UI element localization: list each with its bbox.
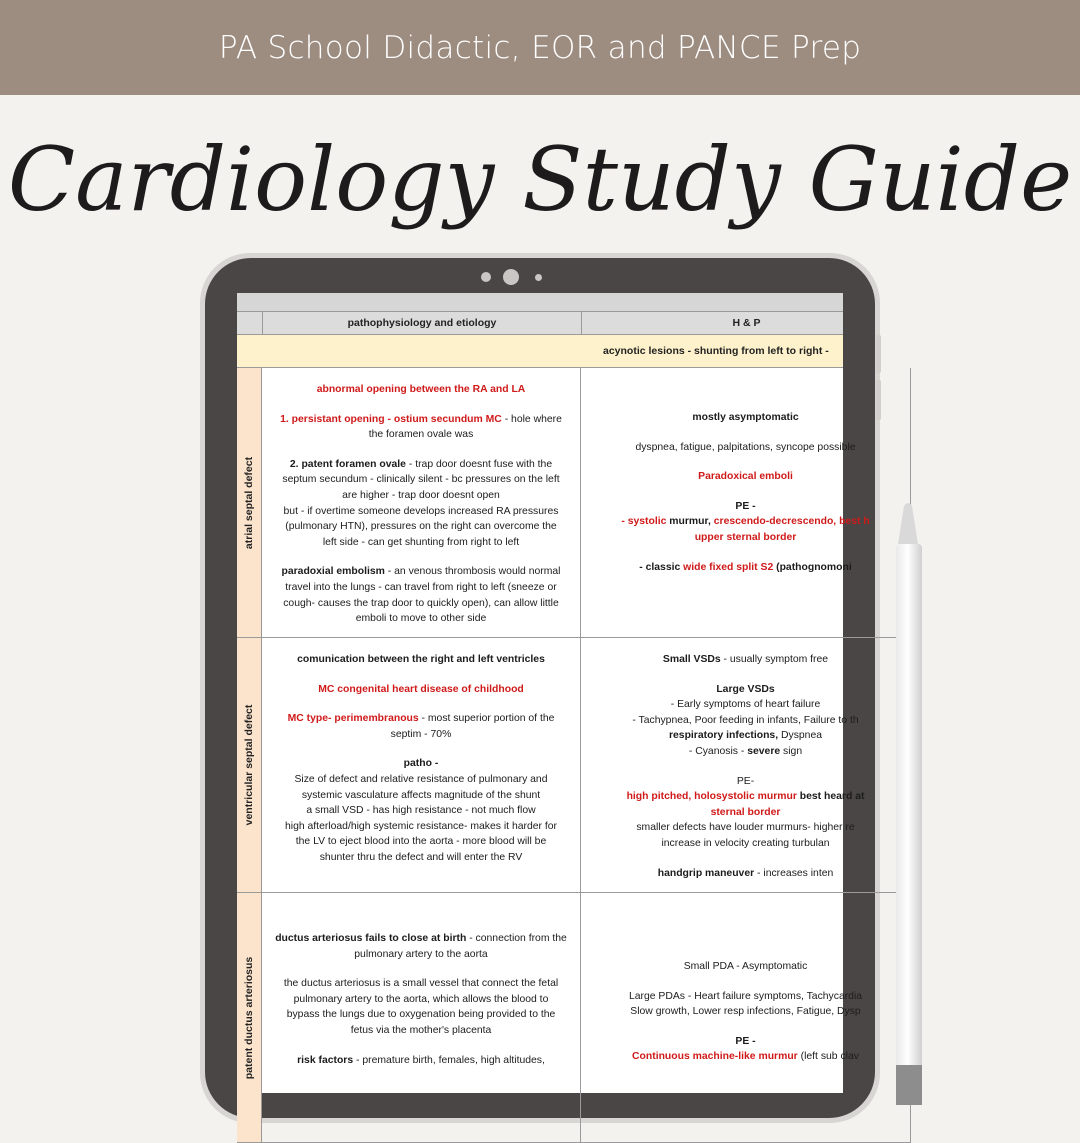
cell-line <box>266 727 576 743</box>
cell-line <box>585 774 906 790</box>
text-run: smaller defects have louder murmurs- higher re <box>636 822 855 834</box>
cell-line <box>266 519 576 535</box>
heading-title: Cardiology Study Guide <box>7 128 1073 231</box>
text-run: Large PDAs - Heart failure symptoms, Tachycardia <box>628 990 863 1002</box>
cell-line <box>266 457 576 473</box>
cell-line <box>585 455 906 469</box>
text-run: the ductus arteriosus is a small vessel that connect the fetal <box>283 978 559 990</box>
section-row <box>237 335 843 368</box>
cell-line <box>585 485 906 499</box>
cell-line <box>585 931 906 945</box>
text-run: - Cyanosis - <box>688 745 748 757</box>
text-run: - <box>621 516 628 528</box>
cell-line <box>585 975 906 989</box>
cell-line <box>585 805 906 821</box>
cell-line <box>585 499 906 515</box>
cell-line <box>266 772 576 788</box>
cell-line <box>585 514 906 530</box>
text-run: are higher - trap door doesnt open <box>342 489 500 501</box>
cell-line <box>266 850 576 866</box>
cell-hp-vsd <box>581 638 911 893</box>
cell-line <box>266 711 576 727</box>
row-label-text: patent ductus arteriosus <box>243 956 255 1079</box>
text-run: - trap door doesnt fuse with the <box>405 458 553 470</box>
top-banner <box>0 0 1080 95</box>
cell-line <box>266 834 576 850</box>
cell-line <box>585 382 906 396</box>
text-run: - increases inten <box>754 867 834 879</box>
text-run: 2. patent foramen ovale <box>289 458 406 470</box>
text-run: paradoxial embolism <box>281 566 385 578</box>
text-run: systolic <box>627 516 667 528</box>
cell-line <box>266 1039 576 1053</box>
text-run: fetus via the mother's placenta <box>350 1024 492 1036</box>
text-run: risk factors <box>297 1054 354 1066</box>
section-title: acynotic lesions - shunting from left to right - <box>603 345 829 357</box>
text-run: - an venous thrombosis would normal <box>384 566 561 578</box>
text-run: ductus arteriosus fails to close at birth <box>275 933 467 944</box>
cell-line <box>266 596 576 612</box>
cell-line <box>266 1053 576 1069</box>
cell-line <box>585 989 906 1005</box>
row-label-pda <box>237 893 262 1143</box>
text-run: Size of defect and relative resistance of pulmonary and <box>294 773 548 785</box>
text-run: high afterload/high systemic resistance- makes it harder for <box>284 820 557 832</box>
text-run: PE - <box>735 1035 756 1047</box>
text-run: left side - can get shunting from right to left <box>322 536 520 548</box>
cell-line <box>266 504 576 520</box>
cell-line <box>266 443 576 457</box>
cell-line <box>585 789 906 805</box>
cell-line <box>585 469 906 485</box>
cell-line <box>585 1004 906 1020</box>
cell-line <box>266 668 576 682</box>
cell-line <box>585 546 906 560</box>
text-run: Continuous machine-like murmur <box>632 1051 798 1063</box>
text-run: Large VSDs <box>716 683 775 695</box>
tablet-screen <box>237 293 870 1093</box>
text-run: respiratory infections, <box>668 730 779 742</box>
cell-line <box>585 713 906 729</box>
cell-line <box>266 1007 576 1023</box>
text-run: the foramen ovale was <box>368 429 474 441</box>
screen-toolbar <box>237 293 843 311</box>
header-hp: H & P <box>581 312 911 334</box>
cell-line <box>585 530 906 546</box>
cell-line <box>266 427 576 443</box>
cell-line <box>585 682 906 698</box>
header-patho: pathophysiology and etiology <box>262 312 581 334</box>
cell-line <box>266 756 576 772</box>
text-run: septum secundum - clinically silent - bc pressures on the left <box>282 474 560 486</box>
cell-line <box>266 976 576 992</box>
cell-line <box>266 962 576 976</box>
text-run: - hole where <box>501 413 562 425</box>
cell-line <box>585 668 906 682</box>
text-run: (pulmonary HTN), pressures on the right can overcome the <box>285 521 557 533</box>
cell-line <box>585 820 906 836</box>
text-run: - most superior portion of the <box>418 713 555 725</box>
text-run: pulmonary artery to the aorta, which allows the blood to <box>293 993 549 1005</box>
cell-line <box>266 382 576 398</box>
text-run: Paradoxical emboli <box>698 471 793 483</box>
header-corner <box>237 312 262 334</box>
text-run: - connection from the <box>466 933 567 944</box>
cell-line <box>266 931 576 947</box>
text-run: but - if overtime someone develops increased RA pressures <box>283 505 559 517</box>
cell-line <box>585 760 906 774</box>
text-run: travel into the lungs - can travel from right to left (sneeze or <box>285 581 557 593</box>
cell-line <box>266 682 576 698</box>
text-run: emboli to move to other side <box>355 613 487 625</box>
cell-line <box>585 836 906 852</box>
cell-patho-pda <box>262 893 581 1143</box>
cell-line <box>585 744 906 760</box>
text-run: Dyspnea <box>778 730 823 742</box>
cell-line <box>266 472 576 488</box>
text-run: PE- <box>736 775 755 787</box>
cell-line <box>266 488 576 504</box>
text-run: - premature birth, females, high altitudes, <box>353 1054 545 1066</box>
text-run: bypass the lungs due to oxygenation being provided to the <box>286 1009 556 1021</box>
cell-line <box>585 917 906 931</box>
text-run: comunication between the right and left ventricles <box>297 654 545 665</box>
text-run: the LV to eject blood into the aorta - more blood will be <box>295 836 547 848</box>
cell-line <box>585 1020 906 1034</box>
cell-line <box>266 611 576 627</box>
text-run: dyspnea, fatigue, palpitations, syncope possible <box>635 441 856 453</box>
text-run: wide fixed split S2 <box>683 561 774 573</box>
cell-hp-asd <box>581 368 911 638</box>
cell-line <box>585 959 906 975</box>
text-run: Slow growth, Lower resp infections, Fatigue, Dysp <box>630 1006 861 1018</box>
cell-line <box>266 992 576 1008</box>
cell-line <box>266 535 576 551</box>
cell-line <box>266 580 576 596</box>
cell-line <box>585 410 906 426</box>
cell-line <box>266 652 576 668</box>
table-header-row <box>237 311 843 335</box>
text-run: abnormal opening between the RA and LA <box>316 384 526 395</box>
text-run: mostly asymptomatic <box>692 412 799 423</box>
camera-dot-left <box>481 272 491 282</box>
banner-title: PA School Didactic, EOR and PANCE Prep <box>218 29 862 66</box>
row-label-asd <box>237 368 262 638</box>
text-run: 1. persistant opening - ostium secundum MC <box>280 413 502 425</box>
cell-line <box>266 917 576 931</box>
cell-line <box>585 560 906 576</box>
text-run: PE - <box>735 500 756 512</box>
text-run: Small VSDs <box>662 654 721 665</box>
cell-line <box>585 945 906 959</box>
row-label-text: atrial septal defect <box>243 456 255 549</box>
cell-line <box>266 550 576 564</box>
cell-line <box>266 819 576 835</box>
text-run: shunter thru the defect and will enter the RV <box>319 851 523 863</box>
stylus-pencil <box>878 500 938 1100</box>
text-run: - Early symptoms of heart failure <box>670 699 821 711</box>
cell-line <box>585 652 906 668</box>
study-guide-heading <box>0 118 1080 258</box>
text-run: upper sternal border <box>694 531 797 543</box>
text-run: increase in velocity creating turbulan <box>661 837 830 849</box>
cell-line <box>266 412 576 428</box>
text-run: (pathognomoni <box>773 561 852 573</box>
camera-dot-right <box>535 274 542 281</box>
text-run: handgrip maneuver <box>657 867 755 879</box>
text-run: - classic <box>639 561 684 573</box>
text-run: a small VSD - has high resistance - not much flow <box>306 805 536 817</box>
cell-line <box>266 398 576 412</box>
text-run: - Tachypnea, Poor feeding in infants, Failure to th <box>632 714 859 726</box>
text-run: murmur, <box>666 516 714 528</box>
text-run: high pitched, holosystolic murmur <box>626 791 797 803</box>
cell-line <box>266 697 576 711</box>
cell-line <box>585 866 906 882</box>
cell-line <box>585 728 906 744</box>
row-label-text: ventricular septal defect <box>243 704 255 826</box>
cell-hp-pda <box>581 893 911 1143</box>
text-run: severe <box>747 745 781 757</box>
cell-line <box>266 564 576 580</box>
row-label-vsd <box>237 638 262 893</box>
cell-line <box>585 396 906 410</box>
cell-line <box>266 1023 576 1039</box>
text-run: crescendo-decrescendo, best h <box>713 516 870 528</box>
cell-line <box>585 697 906 713</box>
cell-patho-asd <box>262 368 581 638</box>
text-run: septim - 70% <box>390 728 452 740</box>
text-run: MC congenital heart disease of childhood <box>318 683 524 695</box>
text-run: sternal border <box>710 806 781 818</box>
text-run: patho - <box>403 758 439 770</box>
text-run: Small PDA - Asymptomatic <box>683 961 808 972</box>
text-run: cough- causes the trap door to quickly open), can allow little <box>283 597 559 609</box>
cell-line <box>266 788 576 804</box>
cell-line <box>585 852 906 866</box>
text-run: - usually symptom free <box>720 654 829 665</box>
cell-line <box>585 440 906 456</box>
cell-line <box>266 742 576 756</box>
text-run: pulmonary artery to the aorta <box>354 948 488 960</box>
cell-line <box>585 426 906 440</box>
cell-line <box>266 947 576 963</box>
camera-lens <box>503 269 519 285</box>
text-run: systemic vasculature affects magnitude of the shunt <box>301 789 541 801</box>
text-run: best heard at <box>796 791 865 803</box>
text-run: sign <box>780 745 803 757</box>
cell-patho-vsd <box>262 638 581 893</box>
cell-line <box>585 1034 906 1050</box>
cell-line <box>266 803 576 819</box>
text-run: MC type- perimembranous <box>287 713 419 725</box>
text-run: (left sub clav <box>797 1051 859 1063</box>
cell-line <box>585 1049 906 1065</box>
